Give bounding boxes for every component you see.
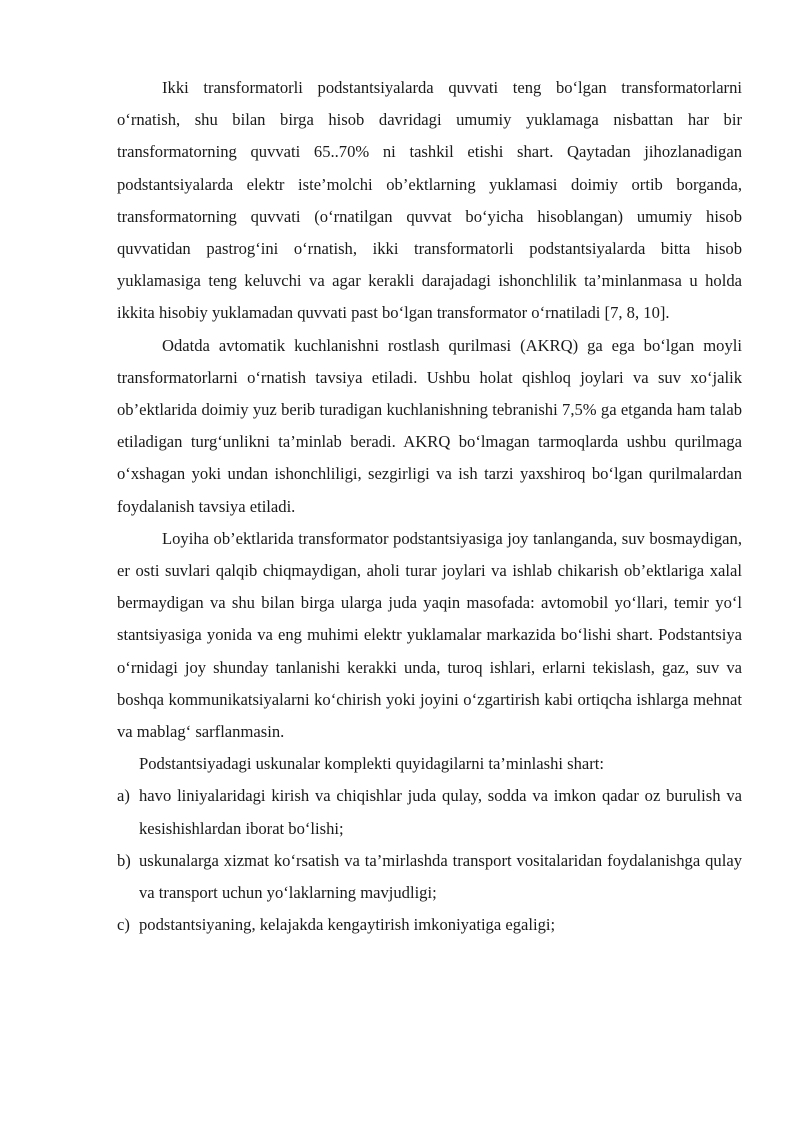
paragraph-voltage-regulation: Odatda avtomatik kuchlanishni rostlash qurilmasi (AKRQ) ga ega bo‘lgan moyli transformatorlarni o‘rnatish tavsiya etiladi. Ushbu holat qishloq joylari va suv xo‘jalik ob’ektlarida doimiy yuz berib turadigan kuchlanishning tebranishi 7,5% ga etganda ham talab etiladigan turg‘unlikni ta’minlab beradi. AKRQ bo‘lmagan tarmoqlarda ushbu qurilmaga o‘xshagan yoki undan ishonchliligi, sezgirligi va ish tarzi yaxshiroq bo‘lgan qurilmalardan foydalanish tavsiya etiladi. [117,335,742,516]
document-page [117,72,742,941]
list-marker: c) [117,915,130,935]
list-marker: a) [117,786,130,806]
paragraph-site-selection: Loyiha ob’ektlarida transformator podstantsiyasiga joy tanlanganda, suv bosmaydigan, er osti suvlari qalqib chiqmaydigan, aholi turar joylari va ishlab chikarish ob’ektlariga xalal bermaydigan va shu bilan birga ularga juda yaqin masofada: avtomobil yo‘llari, temir yo‘l stantsiyasiga yonida va eng muhimi elektr yuklamalar markazida bo‘lishi shart. Podstantsiya o‘rnidagi joy shunday tanlanishi kerakki unda, turoq ishlari, erlarni tekislash, gaz, suv va boshqa kommunikatsiyalarni ko‘chirish yoki joyini o‘zgartirish kabi ortiqcha ishlarga mehnat va mablag‘ sarflanmasin. [117,528,742,742]
paragraph-transformer-capacity: Ikki transformatorli podstantsiyalarda quvvati teng bo‘lgan transformatorlarni o‘rnatish, shu bilan birga hisob davridagi umumiy yuklamaga nisbattan har bir transformatorning quvvati 65..70% ni tashkil etishi shart. Qaytadan jihozlanadigan podstantsiyalarda elektr iste’molchi ob’ektlarning yuklamasi doimiy ortib borganda, transformatorning quvvati (o‘rnatilgan quvvat bo‘yicha hisoblangan) umumiy hisob quvvatidan pastrog‘ini o‘rnatish, ikki transformatorli podstantsiyalarda bitta hisob yuklamasiga teng keluvchi va agar kerakli darajadagi ishonchlilik ta’minlanmasa u holda ikkita hisobiy yuklamadan quvvati past bo‘lgan transformator o‘rnatiladi [7, 8, 10]. [117,78,742,323]
list-item-text: uskunalarga xizmat ko‘rsatish va ta’mirlashda transport vositalaridan foydalanishga qulay va transport uchun yo‘laklarning mavjudligi; [139,850,742,903]
list-item-text: havo liniyalaridagi kirish va chiqishlar juda qulay, sodda va imkon qadar oz burulish va kesishishlardan iborat bo‘lishi; [139,786,742,838]
list-item [117,909,742,941]
requirements-list [117,780,742,941]
list-item-text: podstantsiyaning, kelajakda kengaytirish imkoniyatiga egaligi; [139,915,556,935]
list-intro: Podstantsiyadagi uskunalar komplekti quyidagilarni ta’minlashi shart: [139,754,605,774]
list-item [117,845,742,909]
list-item [117,780,742,844]
list-marker: b) [117,850,131,870]
